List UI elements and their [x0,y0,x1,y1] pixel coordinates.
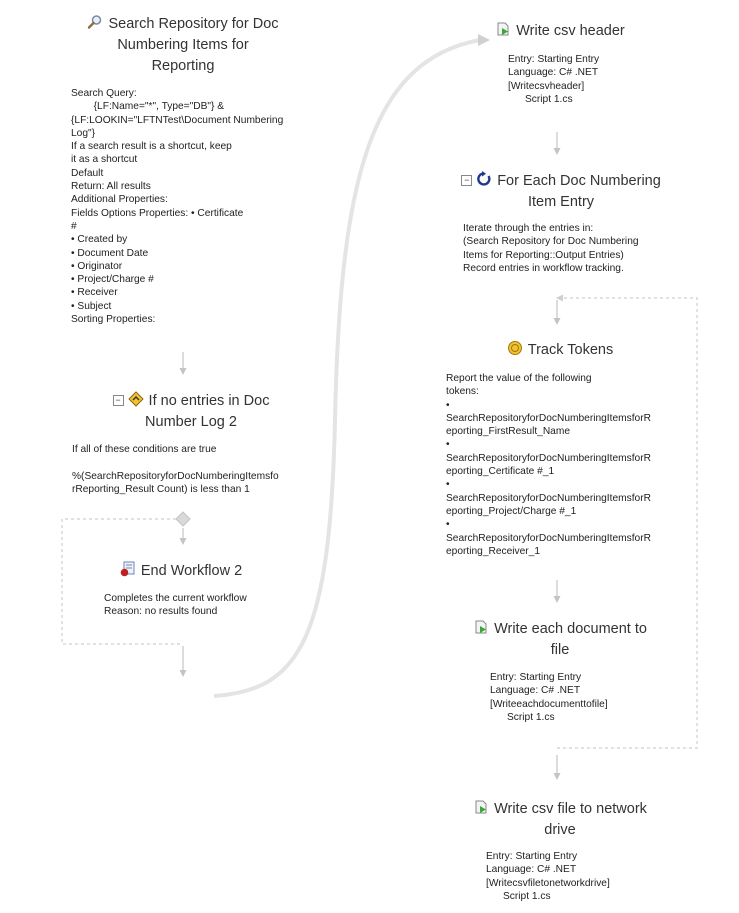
write-csv-header-details [508,53,688,106]
detail-line: Default [71,167,104,179]
search-activity-title[interactable] [80,14,286,77]
detail-line: Iterate through the entries in: [463,223,594,234]
detail-line: Search Query: [71,88,137,99]
detail-line: Language: C# .NET [490,685,581,697]
detail-line: {LF:LOOKIN="LFTNTest\Document Numbering [71,114,284,126]
search-title-line-3: Reporting [151,58,215,74]
detail-line: • [446,399,450,411]
write-csv-network-details [486,850,686,903]
detail-line: • [446,439,450,451]
token-icon [507,340,523,356]
detail-line: • Created by [71,234,128,246]
end-workflow-details [104,592,304,619]
track-tokens-title-line-1: Track Tokens [527,342,614,358]
end-workflow-title[interactable] [96,561,266,582]
detail-line: Script 1.cs [486,890,551,902]
script-icon [495,21,511,37]
collapse-toggle[interactable]: − [461,175,472,186]
detail-line: Script 1.cs [490,711,555,723]
track-tokens-title[interactable] [480,340,640,361]
detail-line: SearchRepositoryforDocNumberingItemsforR [446,452,651,464]
detail-line: • Originator [71,260,123,272]
write-each-title-line-2: file [550,642,570,658]
script-icon [473,619,489,635]
detail-line: Items for Reporting::Output Entries) [463,249,624,261]
decision-diamond [176,512,190,526]
write-each-title-line-1: Write each document to [494,621,647,637]
if-title-line-1: If no entries in Doc [148,393,270,409]
detail-line: # [71,220,77,232]
search-title-line-2: Numbering Items for [117,37,249,53]
detail-line: • Subject [71,300,112,312]
detail-line: eporting_Receiver_1 [446,545,541,557]
csv-header-title-line-1: Write csv header [516,23,625,39]
detail-line: (Search Repository for Doc Numbering [463,236,639,248]
detail-line: Record entries in workflow tracking. [463,262,624,274]
detail-line: Sorting Properties: [71,314,156,326]
detail-line: rReporting_Result Count) is less than 1 [72,483,250,495]
collapse-toggle[interactable]: − [113,395,124,406]
detail-line: Language: C# .NET [486,864,577,876]
detail-line: Entry: Starting Entry [486,851,578,862]
detail-line: [Writecsvheader] [508,80,585,92]
if-title-line-2: Number Log 2 [145,414,237,430]
detail-line: Script 1.cs [508,93,573,105]
if-no-entries-details [72,443,312,496]
write-each-doc-details [490,671,690,724]
script-icon [473,799,489,815]
detail-line: If all of these conditions are true [72,444,217,455]
search-activity-details [71,87,311,326]
detail-line: [Writecsvfiletonetworkdrive] [486,877,610,889]
loop-icon [476,171,492,187]
detail-line: tokens: [446,386,479,398]
detail-line: Completes the current workflow [104,593,247,604]
detail-line: Report the value of the following [446,373,592,384]
detail-line: {LF:Name="*", Type="DB"} & [71,101,225,113]
for-each-title-line-2: Item Entry [527,194,595,210]
detail-line: • [446,479,450,491]
detail-line [72,456,312,469]
detail-line: %(SearchRepositoryforDocNumberingItemsfo [72,470,279,482]
write-csv-header-title[interactable] [480,21,640,42]
detail-line: • [446,519,450,531]
detail-line: it as a shortcut [71,154,138,166]
detail-line: eporting_Certificate #_1 [446,466,555,478]
for-each-title[interactable] [452,171,670,213]
condition-icon [128,391,144,407]
detail-line: eporting_FirstResult_Name [446,426,571,438]
detail-line: Reason: no results found [104,606,218,618]
detail-line: If a search result is a shortcut, keep [71,141,232,153]
track-tokens-details [446,372,686,558]
detail-line: [Writeeachdocumenttofile] [490,698,608,710]
write-each-doc-title[interactable] [460,619,660,661]
detail-line: • Receiver [71,287,118,299]
detail-line: Additional Properties: [71,194,168,206]
end-title-line-1: End Workflow 2 [140,563,243,579]
end-workflow-icon [120,561,136,577]
csv-network-title-line-2: drive [544,822,576,838]
detail-line: SearchRepositoryforDocNumberingItemsforR [446,412,651,424]
csv-network-title-line-1: Write csv file to network [494,801,647,817]
detail-line: Language: C# .NET [508,67,599,79]
for-each-title-line-1: For Each Doc Numbering [497,173,661,189]
search-title-line-1: Search Repository for Doc [108,16,279,32]
write-csv-network-title[interactable] [460,799,660,841]
if-no-entries-title[interactable] [96,391,286,433]
for-each-details [463,222,673,275]
detail-line: eporting_Project/Charge #_1 [446,505,577,517]
detail-line: Entry: Starting Entry [508,54,600,65]
detail-line: Log"} [71,127,96,139]
detail-line: • Document Date [71,247,149,259]
detail-line: SearchRepositoryforDocNumberingItemsforR [446,492,651,504]
magnifier-icon [87,14,103,30]
detail-line: Entry: Starting Entry [490,672,582,683]
detail-line: SearchRepositoryforDocNumberingItemsforR [446,532,651,544]
detail-line: • Project/Charge # [71,274,154,286]
detail-line: Return: All results [71,181,151,193]
detail-line: Fields Options Properties: • Certificate [71,207,244,219]
